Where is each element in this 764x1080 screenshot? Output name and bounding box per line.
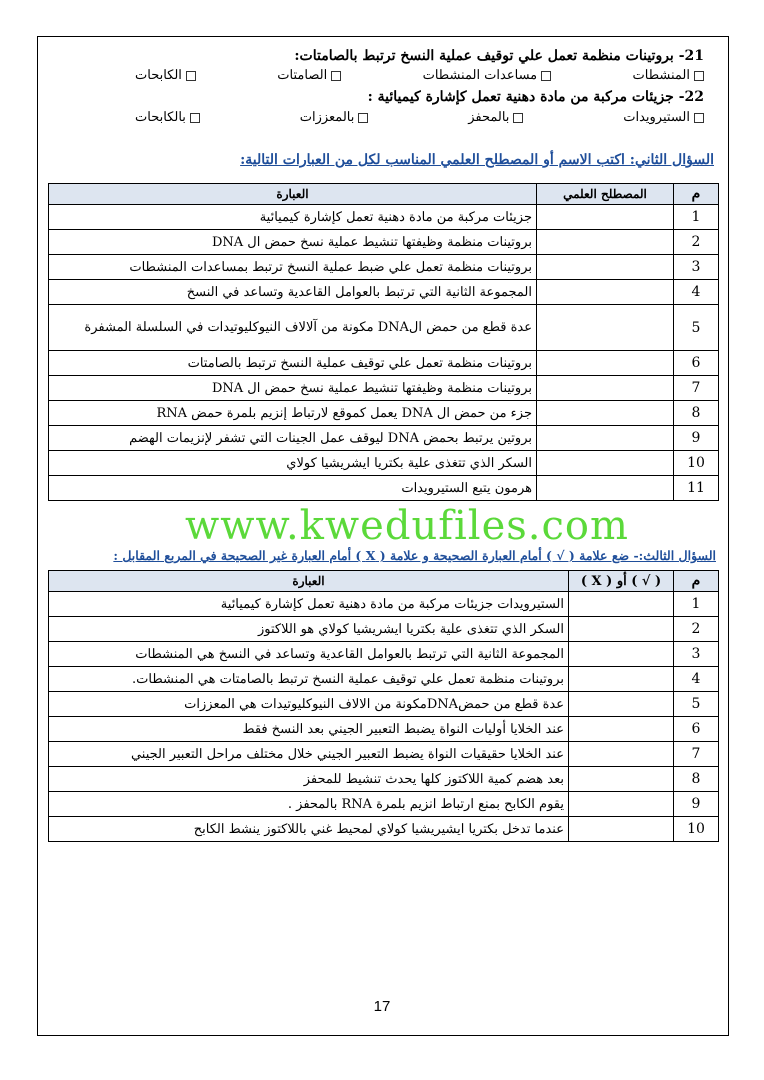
table-row — [49, 817, 719, 842]
row-text: السكر الذي تتغذى علية بكتريا ايشريشيا كولاي هو اللاكتوز — [49, 617, 569, 642]
q22-option-3[interactable]: بالمعززات — [300, 110, 369, 125]
row-text: بروتينات منظمة وظيفتها تنشيط عملية نسخ حمض ال DNA — [49, 376, 537, 401]
answer-cell[interactable] — [569, 817, 674, 842]
q22-option-4[interactable]: بالكابحات — [135, 110, 200, 125]
checkbox-icon[interactable] — [694, 113, 704, 123]
row-text: يقوم الكابح بمنع ارتباط انزيم بلمرة RNA بالمحفز . — [49, 792, 569, 817]
header-mark: ( √ ) أو ( X ) — [569, 571, 674, 592]
checkbox-icon[interactable] — [190, 113, 200, 123]
row-text: الستيرويدات جزيئات مركبة من مادة دهنية تعمل كإشارة كيميائية — [49, 592, 569, 617]
row-text: بروتين يرتبط بحمض DNA ليوقف عمل الجينات التي تشفر لإنزيمات الهضم — [49, 426, 537, 451]
answer-cell[interactable] — [537, 305, 674, 351]
row-num: 5 — [674, 305, 719, 351]
q22-option-1[interactable]: الستيرويدات — [623, 110, 704, 125]
table-row — [49, 280, 719, 305]
table-row — [49, 476, 719, 501]
question-22: 22- جزيئات مركبة من مادة دهنية تعمل كإشارة كيميائية : — [367, 89, 704, 105]
answer-cell[interactable] — [537, 280, 674, 305]
answer-cell[interactable] — [537, 426, 674, 451]
section-2-title: السؤال الثاني: اكتب الاسم أو المصطلح العلمي المناسب لكل من العبارات التالية: — [240, 152, 714, 168]
answer-cell[interactable] — [569, 617, 674, 642]
answer-cell[interactable] — [537, 205, 674, 230]
row-num: 2 — [674, 617, 719, 642]
q21-option-3[interactable]: الصامتات — [277, 68, 341, 83]
row-num: 8 — [674, 401, 719, 426]
row-num: 10 — [674, 817, 719, 842]
row-num: 8 — [674, 767, 719, 792]
row-num: 11 — [674, 476, 719, 501]
header-statement: العبارة — [49, 571, 569, 592]
answer-cell[interactable] — [537, 451, 674, 476]
row-text: بروتينات منظمة تعمل علي توقيف عملية النسخ ترتبط بالصامتات هي المنشطات. — [49, 667, 569, 692]
answer-cell[interactable] — [537, 230, 674, 255]
answer-cell[interactable] — [537, 476, 674, 501]
table-row — [49, 792, 719, 817]
header-statement: العبارة — [49, 184, 537, 205]
table-row — [49, 255, 719, 280]
table-row — [49, 617, 719, 642]
table-row — [49, 205, 719, 230]
row-text: عند الخلايا أوليات النواة يضبط التعبير الجيني بعد النسخ فقط — [49, 717, 569, 742]
row-num: 10 — [674, 451, 719, 476]
answer-cell[interactable] — [569, 667, 674, 692]
row-text: بروتينات منظمة تعمل علي ضبط عملية النسخ ترتبط بمساعدات المنشطات — [49, 255, 537, 280]
answer-cell[interactable] — [537, 376, 674, 401]
row-text: عدة قطع من حمض الDNA مكونة من آلالاف النيوكليوتيدات في السلسلة المشفرة — [49, 305, 537, 351]
answer-cell[interactable] — [569, 592, 674, 617]
table-row — [49, 230, 719, 255]
checkbox-icon[interactable] — [186, 71, 196, 81]
table-row — [49, 717, 719, 742]
row-num: 2 — [674, 230, 719, 255]
q22-option-2[interactable]: بالمحفز — [468, 110, 523, 125]
true-false-table-header — [49, 571, 719, 592]
answer-cell[interactable] — [569, 692, 674, 717]
checkbox-icon[interactable] — [331, 71, 341, 81]
checkbox-icon[interactable] — [358, 113, 368, 123]
table-row — [49, 376, 719, 401]
row-num: 7 — [674, 376, 719, 401]
row-text: جزيئات مركبة من مادة دهنية تعمل كإشارة كيميائية — [49, 205, 537, 230]
q21-option-1[interactable]: المنشطات — [633, 68, 704, 83]
row-num: 7 — [674, 742, 719, 767]
question-21: 21- بروتينات منظمة تعمل علي توقيف عملية النسخ ترتبط بالصامتات: — [294, 48, 704, 64]
watermark-url: www.kwedufiles.com — [185, 503, 629, 549]
answer-cell[interactable] — [537, 255, 674, 280]
row-num: 4 — [674, 280, 719, 305]
terms-table — [48, 183, 719, 501]
row-num: 3 — [674, 642, 719, 667]
header-num: م — [674, 184, 719, 205]
question-21-options — [135, 68, 704, 83]
page-number: 17 — [373, 998, 391, 1015]
row-text: بروتينات منظمة تعمل علي توقيف عملية النسخ ترتبط بالصامتات — [49, 351, 537, 376]
row-text: عدة قطع من حمضDNAمكونة من الالاف النيوكليوتيدات هي المعززات — [49, 692, 569, 717]
section-3-title: السؤال الثالث:- ضع علامة ( √ ) أمام العبارة الصحيحة و علامة ( X ) أمام العبارة غير الصحيحة في المربع المقابل : — [113, 548, 716, 563]
row-text: بعد هضم كمية اللاكتوز كلها يحدث تنشيط للمحفز — [49, 767, 569, 792]
header-term: المصطلح العلمي — [537, 184, 674, 205]
answer-cell[interactable] — [569, 642, 674, 667]
answer-cell[interactable] — [537, 351, 674, 376]
row-num: 1 — [674, 592, 719, 617]
question-22-options — [135, 110, 704, 125]
true-false-table — [48, 570, 719, 842]
table-row — [49, 742, 719, 767]
row-text: السكر الذي تتغذى علية بكتريا ايشريشيا كولاي — [49, 451, 537, 476]
answer-cell[interactable] — [569, 742, 674, 767]
table-row — [49, 642, 719, 667]
q21-option-4[interactable]: الكابحات — [135, 68, 196, 83]
row-num: 5 — [674, 692, 719, 717]
table-row — [49, 305, 719, 351]
checkbox-icon[interactable] — [694, 71, 704, 81]
row-num: 3 — [674, 255, 719, 280]
row-num: 9 — [674, 792, 719, 817]
row-text: عندما تدخل بكتريا ايشيريشيا كولاي لمحيط غني باللاكتوز ينشط الكابح — [49, 817, 569, 842]
row-num: 1 — [674, 205, 719, 230]
table-row — [49, 592, 719, 617]
q21-option-2[interactable]: مساعدات المنشطات — [423, 68, 552, 83]
answer-cell[interactable] — [569, 792, 674, 817]
answer-cell[interactable] — [537, 401, 674, 426]
header-num: م — [674, 571, 719, 592]
row-num: 4 — [674, 667, 719, 692]
table-row — [49, 401, 719, 426]
table-row — [49, 351, 719, 376]
row-text: هرمون يتبع الستيرويدات — [49, 476, 537, 501]
answer-cell[interactable] — [569, 717, 674, 742]
row-text: جزء من حمض ال DNA يعمل كموقع لارتباط إنزيم بلمرة حمض RNA — [49, 401, 537, 426]
table-row — [49, 667, 719, 692]
terms-table-header — [49, 184, 719, 205]
row-text: بروتينات منظمة وظيفتها تنشيط عملية نسخ حمض ال DNA — [49, 230, 537, 255]
table-row — [49, 451, 719, 476]
checkbox-icon[interactable] — [541, 71, 551, 81]
row-num: 6 — [674, 351, 719, 376]
row-text: المجموعة الثانية التي ترتبط بالعوامل القاعدية وتساعد في النسخ — [49, 280, 537, 305]
table-row — [49, 426, 719, 451]
answer-cell[interactable] — [569, 767, 674, 792]
row-text: المجموعة الثانية التي ترتبط بالعوامل القاعدية وتساعد في النسخ هي المنشطات — [49, 642, 569, 667]
row-num: 9 — [674, 426, 719, 451]
row-text: عند الخلايا حقيقيات النواة يضبط التعبير الجيني خلال مختلف مراحل التعبير الجيني — [49, 742, 569, 767]
checkbox-icon[interactable] — [513, 113, 523, 123]
table-row — [49, 692, 719, 717]
row-num: 6 — [674, 717, 719, 742]
table-row — [49, 767, 719, 792]
